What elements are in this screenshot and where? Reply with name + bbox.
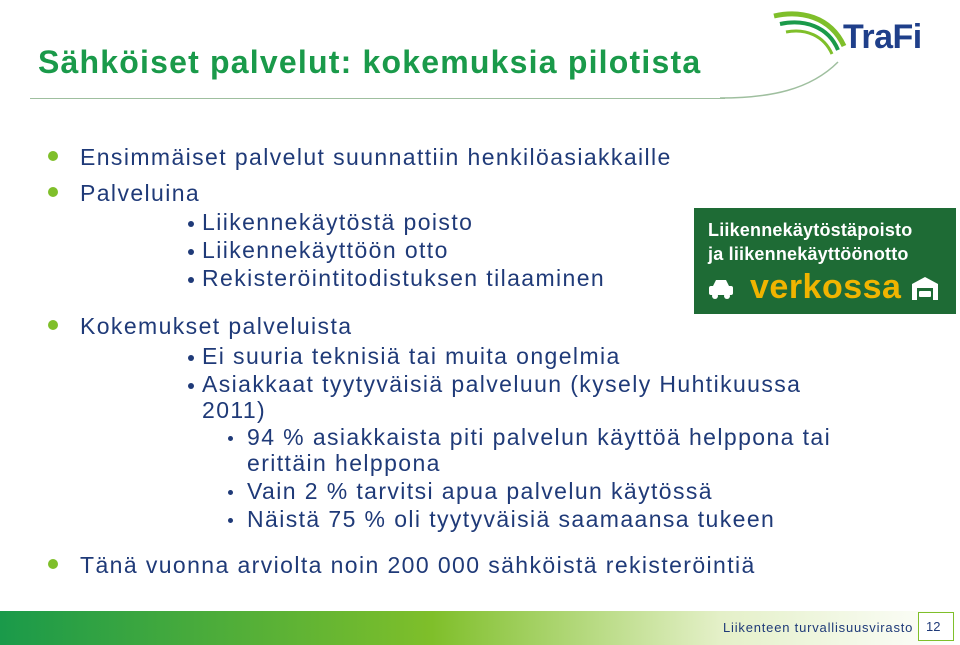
list-item: Asiakkaat tyytyväisiä palveluun (kysely Huhtikuussa: [202, 371, 802, 397]
list-item: Ei suuria teknisiä tai muita ongelmia: [202, 343, 621, 369]
list-item: Rekisteröintitodistuksen tilaaminen: [202, 265, 606, 291]
list-item-continuation: 2011): [202, 397, 267, 423]
banner-line-3: verkossa: [750, 268, 902, 306]
list-item: Tänä vuonna arviolta noin 200 000 sähköistä rekisteröintiä: [80, 552, 756, 578]
bullet-icon: [48, 151, 58, 161]
banner-line-2: ja liikennekäyttöönotto: [708, 244, 909, 264]
slide-title: Sähköiset palvelut: kokemuksia pilotista: [38, 44, 702, 80]
sub-bullet-icon: [188, 355, 194, 361]
online-service-banner: [694, 208, 956, 314]
logo-text: TraFi: [843, 18, 922, 56]
sub-sub-bullet-icon: [228, 436, 233, 441]
sub-bullet-icon: [188, 221, 194, 227]
list-item: Liikennekäyttöön otto: [202, 237, 449, 263]
title-divider-curve: [720, 60, 840, 100]
title-divider: [30, 98, 725, 99]
bullet-icon: [48, 187, 58, 197]
bullet-icon: [48, 559, 58, 569]
page-number: 12: [926, 619, 941, 634]
list-item-continuation: erittäin helppona: [247, 450, 441, 476]
bullet-icon: [48, 320, 58, 330]
list-item: Ensimmäiset palvelut suunnattiin henkilöasiakkaille: [80, 144, 672, 170]
sub-bullet-icon: [188, 277, 194, 283]
list-item: Näistä 75 % oli tyytyväisiä saamaansa tukeen: [247, 506, 776, 532]
car-icon: [706, 274, 736, 302]
garage-icon: [910, 274, 940, 302]
sub-bullet-icon: [188, 249, 194, 255]
list-item: 94 % asiakkaista piti palvelun käyttöä helppona tai: [247, 424, 832, 450]
list-item: Liikennekäytöstä poisto: [202, 209, 474, 235]
sub-sub-bullet-icon: [228, 518, 233, 523]
footer-organization: Liikenteen turvallisuusvirasto: [723, 620, 914, 635]
banner-line-1: Liikennekäytöstäpoisto: [708, 220, 913, 240]
sub-bullet-icon: [188, 383, 194, 389]
list-item: Palveluina: [80, 180, 201, 206]
list-item: Vain 2 % tarvitsi apua palvelun käytössä: [247, 478, 713, 504]
list-item: Kokemukset palveluista: [80, 313, 353, 339]
sub-sub-bullet-icon: [228, 490, 233, 495]
